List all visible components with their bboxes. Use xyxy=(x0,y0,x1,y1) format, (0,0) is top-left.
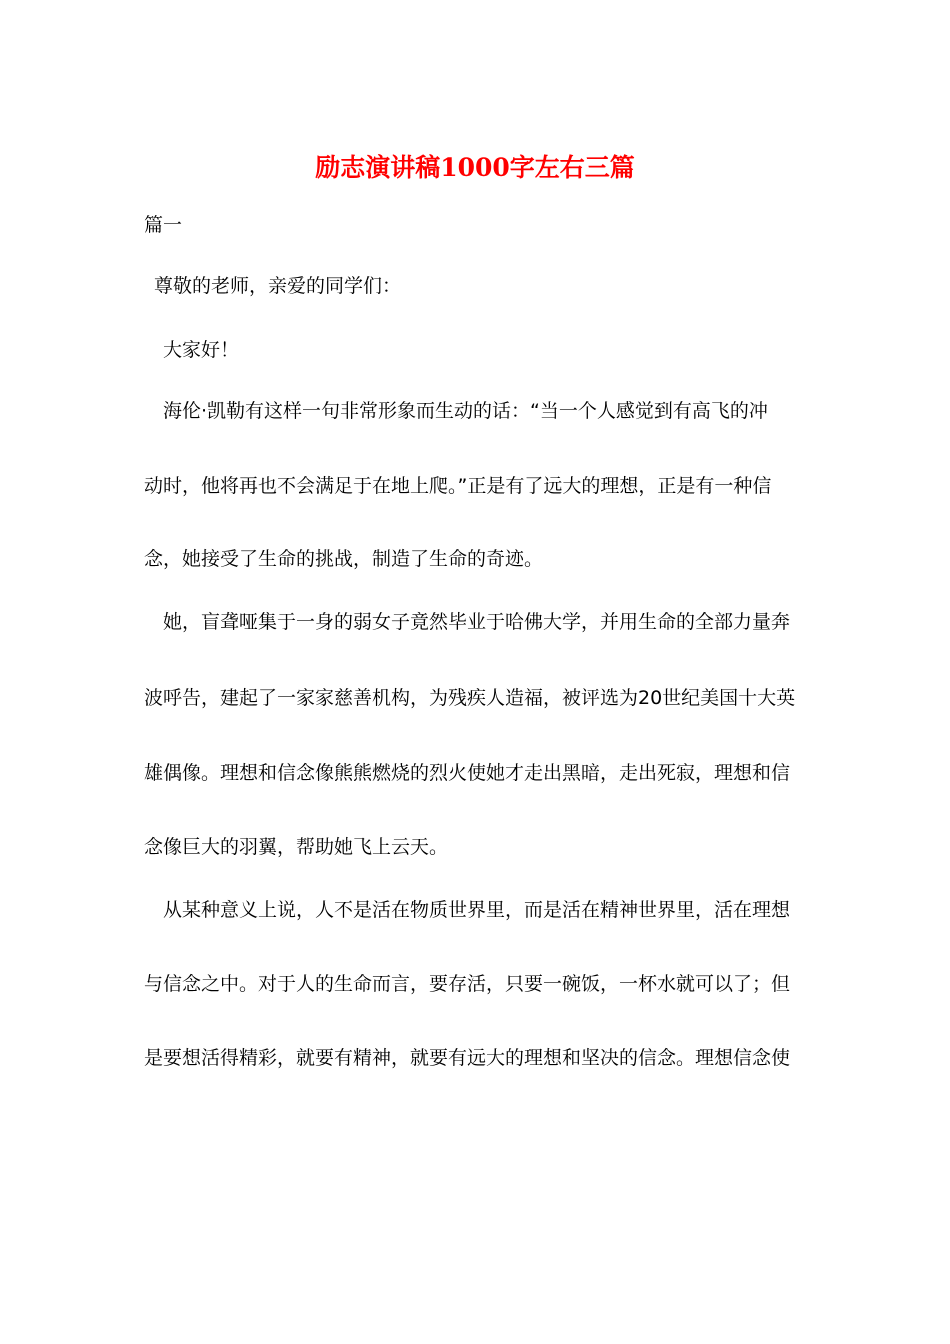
paragraph-line: 动时，他将再也不会满足于在地上爬。”正是有了远大的理想，正是有一种信 xyxy=(144,475,772,497)
paragraph-line: 波呼告，建起了一家家慈善机构，为残疾人造福，被评选为20世纪美国十大英 xyxy=(144,687,796,709)
salutation: 尊敬的老师，亲爱的同学们： xyxy=(154,275,402,297)
section-label: 篇一 xyxy=(144,214,183,236)
document-title: 励志演讲稿1000字左右三篇 xyxy=(315,153,635,182)
paragraph-line: 念像巨大的羽翼，帮助她飞上云天。 xyxy=(144,836,449,858)
paragraph-line: 是要想活得精彩，就要有精神，就要有远大的理想和坚决的信念。理想信念使 xyxy=(144,1047,791,1069)
paragraph-line: 雄偶像。理想和信念像熊熊燃烧的烈火使她才走出黑暗，走出死寂，理想和信 xyxy=(144,762,791,784)
greeting: 大家好！ xyxy=(163,339,240,361)
paragraph-line: 与信念之中。对于人的生命而言，要存活，只要一碗饭，一杯水就可以了；但 xyxy=(144,973,791,995)
paragraph-line: 她，盲聋哑集于一身的弱女子竟然毕业于哈佛大学，并用生命的全部力量奔 xyxy=(163,611,791,633)
paragraph-line: 念，她接受了生命的挑战，制造了生命的奇迹。 xyxy=(144,548,544,570)
paragraph-line: 从某种意义上说，人不是活在物质世界里，而是活在精神世界里，活在理想 xyxy=(163,899,791,921)
paragraph-line: 海伦·凯勒有这样一句非常形象而生动的话：“当一个人感觉到有高飞的冲 xyxy=(163,400,768,422)
